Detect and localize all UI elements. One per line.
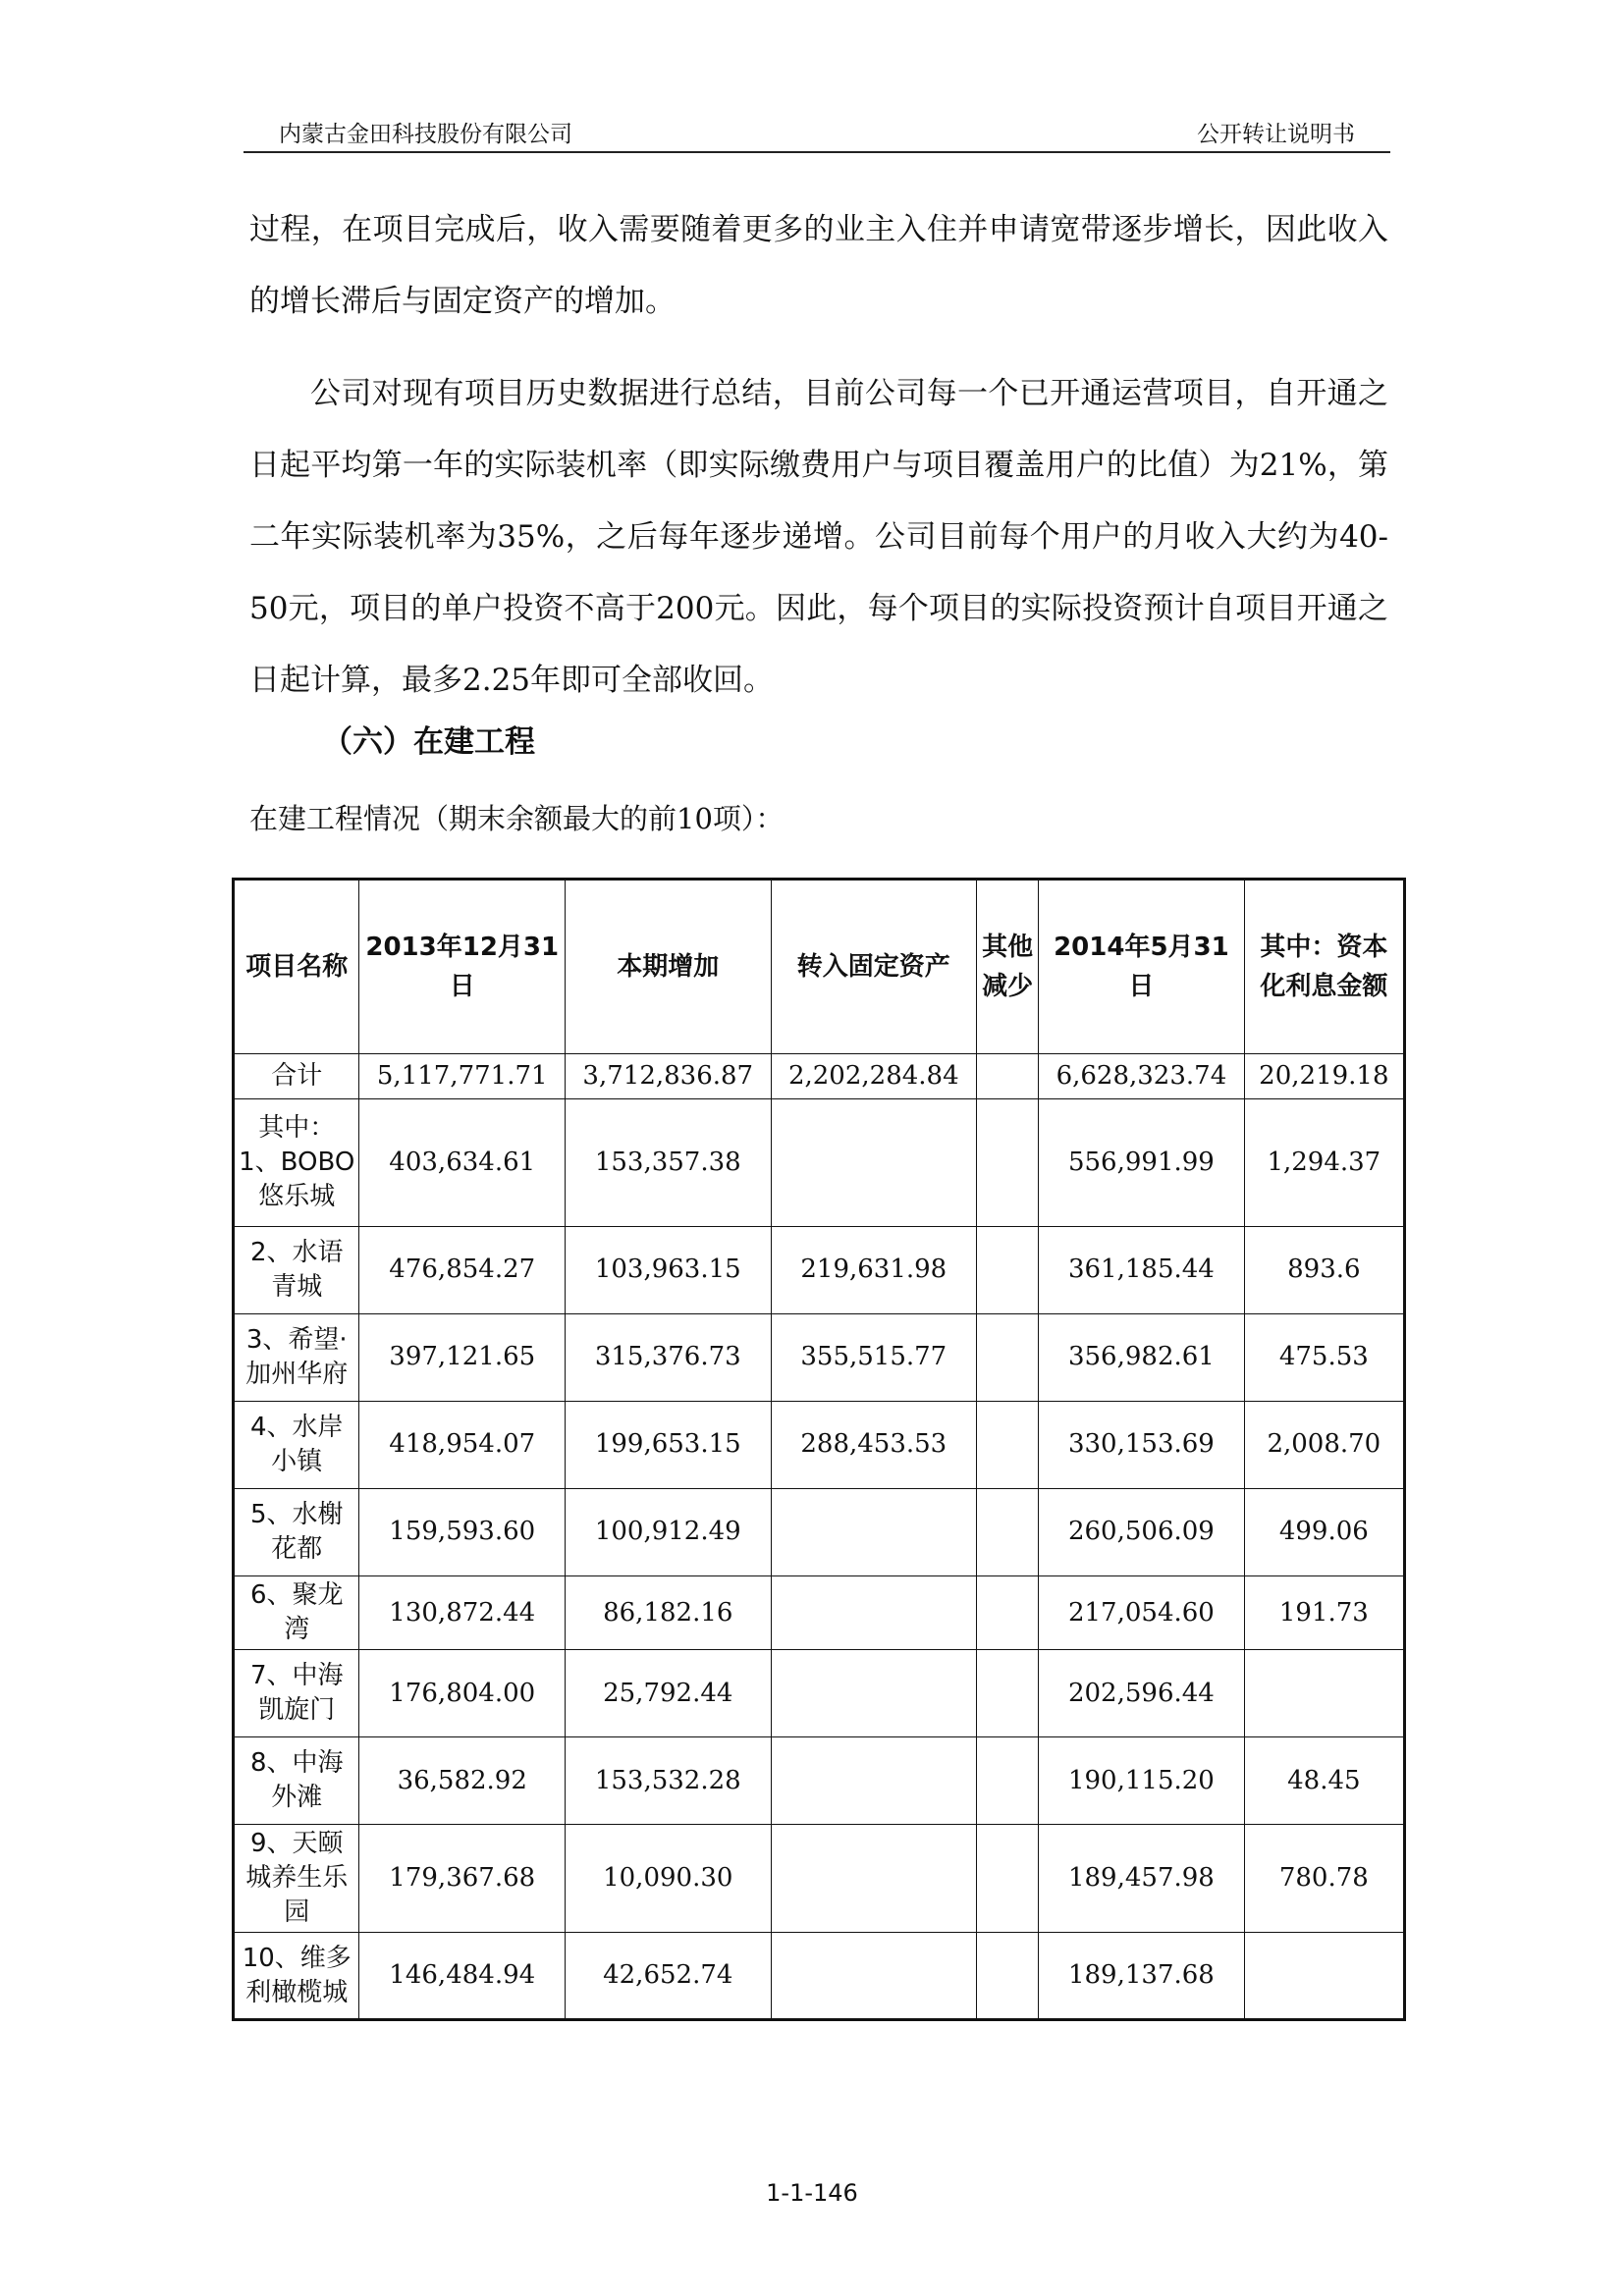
- cell-increase: 100,912.49: [566, 1489, 772, 1576]
- cell-name: 合计: [234, 1054, 359, 1099]
- cell-end: 556,991.99: [1039, 1099, 1245, 1227]
- table-row: [234, 1227, 1405, 1314]
- cell-increase: 10,090.30: [566, 1825, 772, 1933]
- cell-other: [977, 1314, 1039, 1402]
- table-row: [234, 1402, 1405, 1489]
- cell-other: [977, 1650, 1039, 1737]
- cell-interest: 475.53: [1244, 1314, 1404, 1402]
- cell-interest: 48.45: [1244, 1737, 1404, 1825]
- cell-name: 10、维多利橄榄城: [234, 1933, 359, 2020]
- cell-start: 476,854.27: [359, 1227, 566, 1314]
- cell-name: 4、水岸小镇: [234, 1402, 359, 1489]
- cell-increase: 315,376.73: [566, 1314, 772, 1402]
- cell-end: 260,506.09: [1039, 1489, 1245, 1576]
- cell-start: 36,582.92: [359, 1737, 566, 1825]
- header-start: 2013年12月31日: [359, 880, 566, 1054]
- cell-start: 146,484.94: [359, 1933, 566, 2020]
- construction-in-progress-table: [232, 878, 1406, 2021]
- cell-interest: [1244, 1933, 1404, 2020]
- cell-interest: [1244, 1650, 1404, 1737]
- cell-interest: 20,219.18: [1244, 1054, 1404, 1099]
- paragraph-1: [249, 194, 1388, 338]
- cell-interest: 191.73: [1244, 1576, 1404, 1650]
- page-header: [244, 110, 1390, 153]
- section-title: （六）在建工程: [322, 724, 535, 760]
- cell-name: 8、中海外滩: [234, 1737, 359, 1825]
- cell-transfer: 355,515.77: [771, 1314, 977, 1402]
- cell-name: 6、聚龙湾: [234, 1576, 359, 1650]
- cell-increase: 199,653.15: [566, 1402, 772, 1489]
- cell-other: [977, 1825, 1039, 1933]
- cell-transfer: [771, 1099, 977, 1227]
- cell-name: 2、水语青城: [234, 1227, 359, 1314]
- cell-transfer: 288,453.53: [771, 1402, 977, 1489]
- cell-end: 202,596.44: [1039, 1650, 1245, 1737]
- cell-name: 9、天颐城养生乐园: [234, 1825, 359, 1933]
- cell-transfer: [771, 1650, 977, 1737]
- cell-transfer: 2,202,284.84: [771, 1054, 977, 1099]
- cell-transfer: [771, 1825, 977, 1933]
- cell-transfer: [771, 1489, 977, 1576]
- cell-start: 130,872.44: [359, 1576, 566, 1650]
- header-transfer: 转入固定资产: [771, 880, 977, 1054]
- cell-end: 361,185.44: [1039, 1227, 1245, 1314]
- cell-start: 179,367.68: [359, 1825, 566, 1933]
- cell-name: 3、希望·加州华府: [234, 1314, 359, 1402]
- cell-start: 159,593.60: [359, 1489, 566, 1576]
- cell-start: 403,634.61: [359, 1099, 566, 1227]
- header-other: 其他减少: [977, 880, 1039, 1054]
- cell-other: [977, 1737, 1039, 1825]
- paragraph-2-text: 公司对现有项目历史数据进行总结，目前公司每一个已开通运营项目，自开通之日起平均第一年的实际装机率（即实际缴费用户与项目覆盖用户的比值）为21%，第二年实际装机率为35%，之后每年逐步递增。公司目前每个用户的月收入大约为40-50元，项目的单户投资不高于200元。因此，每个项目的实际投资预计自项目开通之日起计算，最多2.25年即可全部收回。: [249, 376, 1388, 698]
- paragraph-2: [249, 358, 1388, 717]
- cell-other: [977, 1933, 1039, 2020]
- table-row: [234, 1737, 1405, 1825]
- cell-interest: 893.6: [1244, 1227, 1404, 1314]
- paragraph-1-text: 过程，在项目完成后，收入需要随着更多的业主入住并申请宽带逐步增长，因此收入的增长滞后与固定资产的增加。: [249, 212, 1388, 319]
- table-row: [234, 1489, 1405, 1576]
- cell-increase: 3,712,836.87: [566, 1054, 772, 1099]
- cell-transfer: [771, 1737, 977, 1825]
- cell-end: 356,982.61: [1039, 1314, 1245, 1402]
- table-row: [234, 1825, 1405, 1933]
- table-row: [234, 1933, 1405, 2020]
- table-row: [234, 1650, 1405, 1737]
- company-name: 内蒙古金田科技股份有限公司: [279, 122, 572, 147]
- page-number: 1-1-146: [766, 2179, 858, 2207]
- cell-other: [977, 1402, 1039, 1489]
- header-interest: 其中：资本化利息金额: [1244, 880, 1404, 1054]
- cell-increase: 103,963.15: [566, 1227, 772, 1314]
- cell-interest: 2,008.70: [1244, 1402, 1404, 1489]
- table-caption: 在建工程情况（期末余额最大的前10项）：: [249, 802, 785, 835]
- cell-start: 176,804.00: [359, 1650, 566, 1737]
- cell-interest: 1,294.37: [1244, 1099, 1404, 1227]
- cell-start: 5,117,771.71: [359, 1054, 566, 1099]
- cell-other: [977, 1054, 1039, 1099]
- cell-end: 189,457.98: [1039, 1825, 1245, 1933]
- cell-other: [977, 1227, 1039, 1314]
- cell-other: [977, 1099, 1039, 1227]
- cell-transfer: [771, 1933, 977, 2020]
- cell-transfer: 219,631.98: [771, 1227, 977, 1314]
- cell-start: 418,954.07: [359, 1402, 566, 1489]
- cell-other: [977, 1489, 1039, 1576]
- cell-other: [977, 1576, 1039, 1650]
- table-row: [234, 1314, 1405, 1402]
- cell-transfer: [771, 1576, 977, 1650]
- cell-increase: 86,182.16: [566, 1576, 772, 1650]
- table-row: [234, 1099, 1405, 1227]
- table-header-row: [234, 880, 1405, 1054]
- cell-end: 217,054.60: [1039, 1576, 1245, 1650]
- cell-increase: 42,652.74: [566, 1933, 772, 2020]
- cell-increase: 153,532.28: [566, 1737, 772, 1825]
- cell-interest: 780.78: [1244, 1825, 1404, 1933]
- header-name: 项目名称: [234, 880, 359, 1054]
- cell-name: 5、水榭花都: [234, 1489, 359, 1576]
- cell-increase: 153,357.38: [566, 1099, 772, 1227]
- cell-end: 190,115.20: [1039, 1737, 1245, 1825]
- cell-end: 6,628,323.74: [1039, 1054, 1245, 1099]
- cell-name: 其中：1、BOBO悠乐城: [234, 1099, 359, 1227]
- header-end: 2014年5月31日: [1039, 880, 1245, 1054]
- document-title: 公开转让说明书: [1197, 122, 1355, 147]
- cell-interest: 499.06: [1244, 1489, 1404, 1576]
- header-increase: 本期增加: [566, 880, 772, 1054]
- cell-end: 189,137.68: [1039, 1933, 1245, 2020]
- table-row: [234, 1576, 1405, 1650]
- cell-start: 397,121.65: [359, 1314, 566, 1402]
- cell-end: 330,153.69: [1039, 1402, 1245, 1489]
- cell-name: 7、中海凯旋门: [234, 1650, 359, 1737]
- table-row-total: [234, 1054, 1405, 1099]
- cell-increase: 25,792.44: [566, 1650, 772, 1737]
